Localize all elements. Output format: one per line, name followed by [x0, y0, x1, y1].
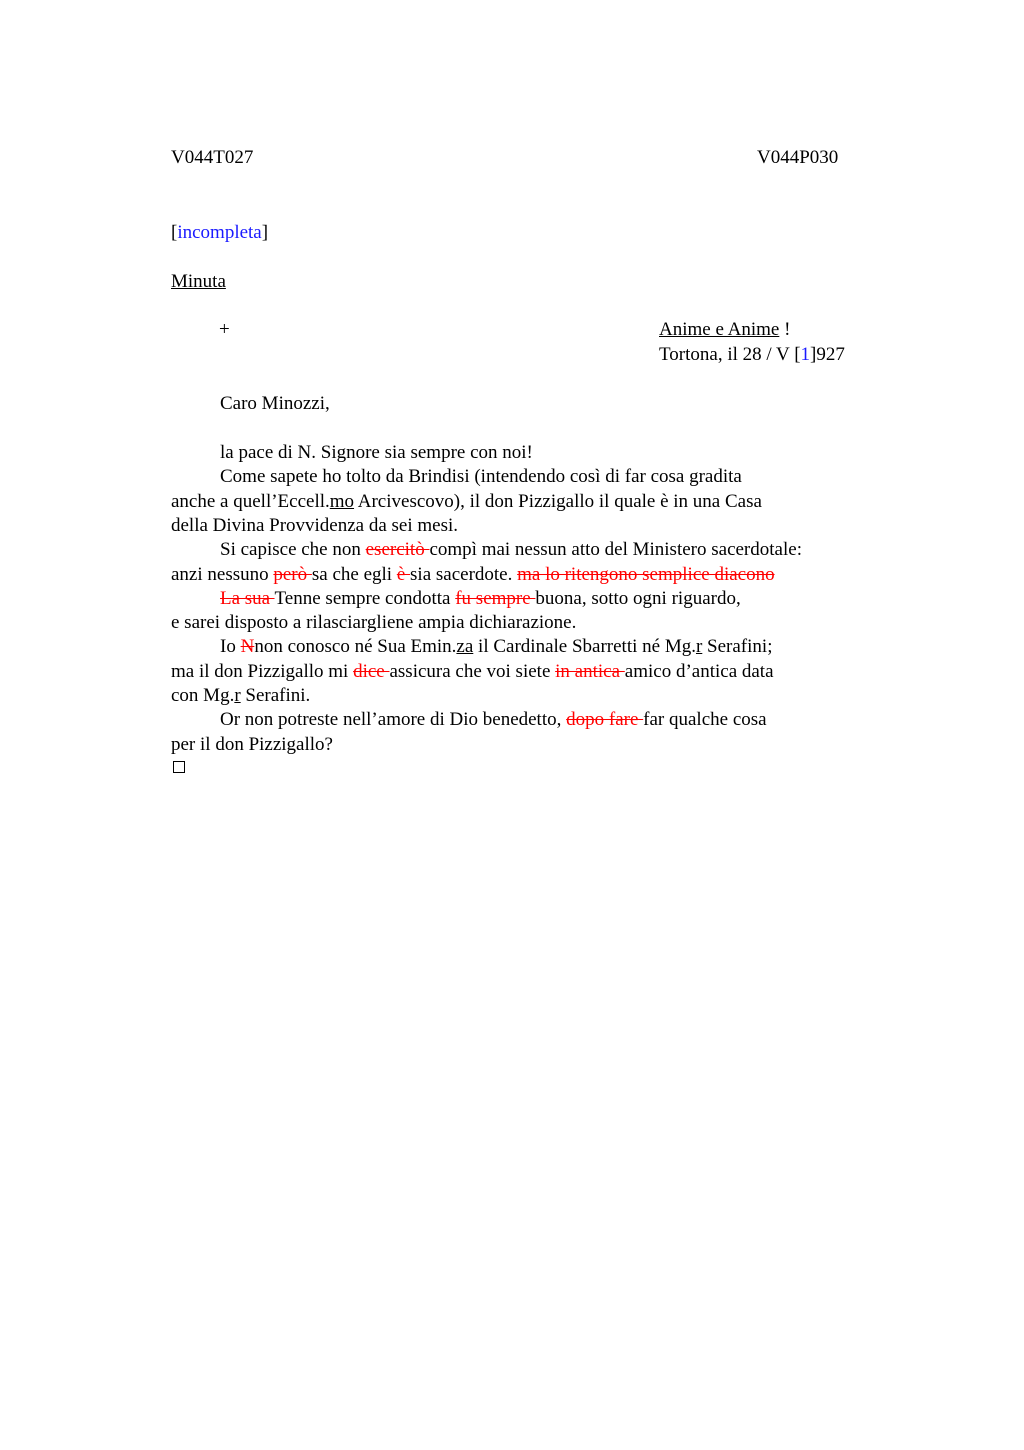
body-line: della Divina Provvidenza da sei mesi.: [171, 515, 459, 536]
deleted-text: ma lo ritengono semplice diacono: [517, 564, 775, 585]
body-line: Come sapete ho tolto da Brindisi (intendendo così di far cosa gradita: [220, 466, 742, 487]
body-line: la pace di N. Signore sia sempre con noi!: [220, 442, 533, 463]
editorial-note: [incompleta]: [171, 222, 269, 243]
body-line: con Mg.r Serafini.: [171, 685, 311, 706]
deleted-text: dopo fare: [566, 709, 644, 730]
note-text: incompleta: [177, 222, 262, 243]
deleted-text: dice: [353, 661, 390, 682]
body-line: Si capisce che non esercitò compì mai nessun atto del Ministero sacerdotale:: [220, 539, 802, 560]
deleted-text: esercitò: [365, 539, 430, 560]
motto: Anime e Anime !: [659, 319, 791, 340]
body-line: La sua Tenne sempre condotta fu sempre buona, sotto ogni riguardo,: [220, 588, 741, 609]
body-line: Or non potreste nell’amore di Dio benedetto, dopo fare far qualche cosa: [220, 709, 767, 730]
deleted-text: però: [273, 564, 312, 585]
motto-text: Anime e Anime: [659, 319, 780, 340]
deleted-text: La sua: [220, 588, 275, 609]
deleted-text: in antica: [555, 661, 625, 682]
body-line: e sarei disposto a rilasciargliene ampia dichiarazione.: [171, 612, 577, 633]
cross-mark: +: [219, 319, 230, 340]
header-right-code: V044P030: [757, 147, 839, 168]
body-line: anche a quell’Eccell.mo Arcivescovo), il don Pizzigallo il quale è in una Casa: [171, 491, 762, 512]
document-type: Minuta: [171, 271, 226, 292]
deleted-text: fu sempre: [455, 588, 536, 609]
body-line: Io Nnon conosco né Sua Emin.za il Cardinale Sbarretti né Mg.r Serafini;: [220, 636, 773, 657]
salutation: Caro Minozzi,: [220, 393, 330, 414]
deleted-text: è: [396, 564, 411, 585]
header-left-code: V044T027: [171, 147, 254, 168]
body-line: per il don Pizzigallo?: [171, 734, 333, 755]
end-square-icon: [173, 761, 185, 773]
dateline: Tortona, il 28 / V [1]927: [659, 344, 845, 365]
body-line: ma il don Pizzigallo mi dice assicura che voi siete in antica amico d’antica data: [171, 661, 774, 682]
body-line: anzi nessuno però sa che egli è sia sacerdote. ma lo ritengono semplice diacono: [171, 564, 775, 585]
deleted-text: N: [240, 636, 255, 657]
